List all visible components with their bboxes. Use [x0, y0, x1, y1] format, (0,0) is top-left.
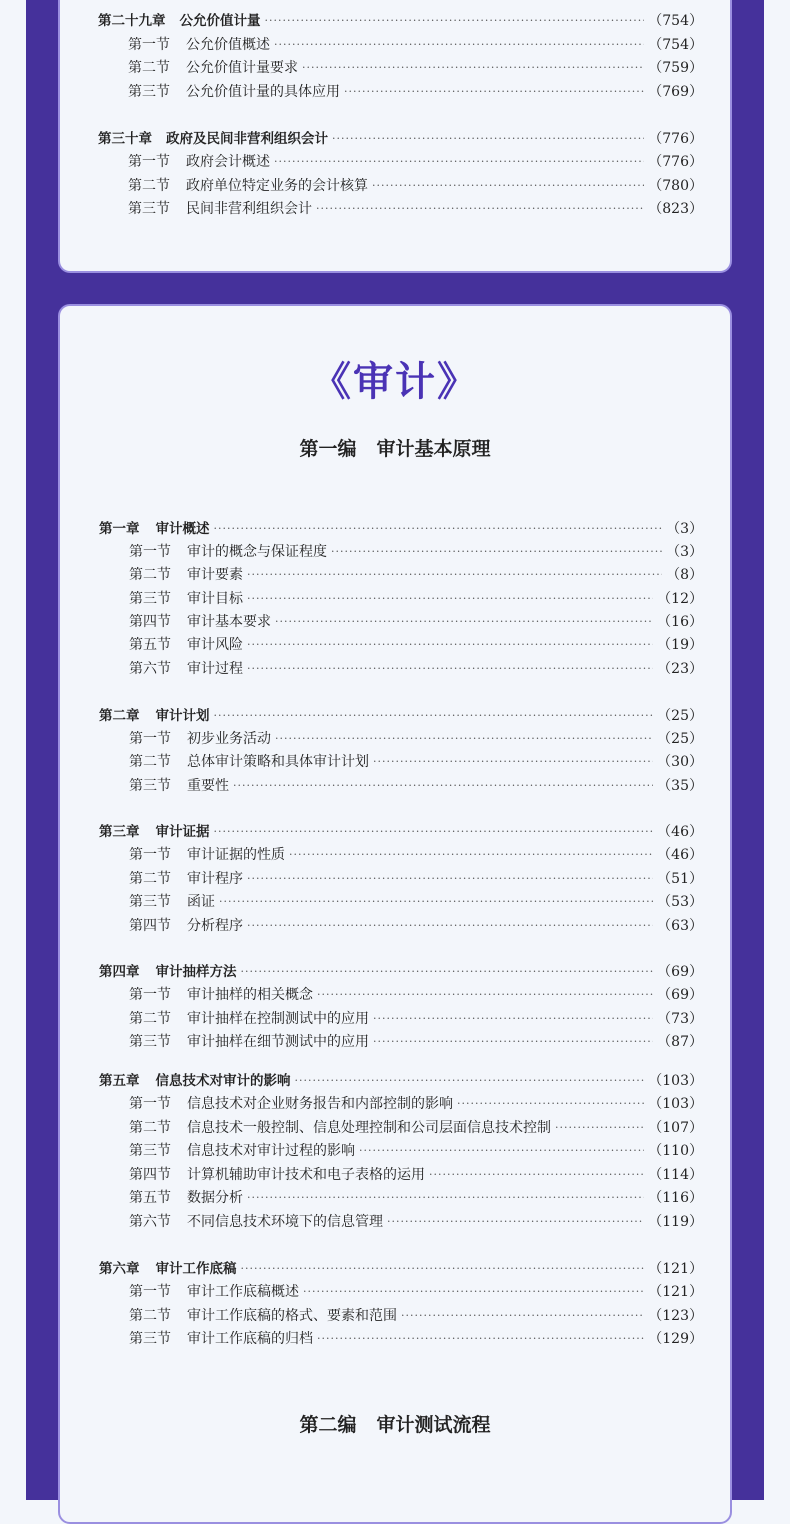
page-number: （776）: [648, 131, 703, 147]
section-title: 政府会计概述: [186, 154, 270, 170]
toc-section-row[interactable]: [129, 1188, 703, 1208]
toc-entry-label: [129, 565, 243, 585]
toc-entry-label: [129, 729, 271, 749]
leader-dots: [247, 916, 653, 936]
leader-dots: [247, 659, 653, 679]
section-title: 信息技术一般控制、信息处理控制和公司层面信息技术控制: [187, 1120, 551, 1136]
section-title: 信息技术对审计过程的影响: [187, 1143, 355, 1159]
section-number: 第四节: [129, 614, 171, 630]
leader-dots: [302, 58, 644, 78]
section-title: 数据分析: [187, 1190, 243, 1206]
section-title: 公允价值概述: [186, 37, 270, 53]
page-number: （116）: [648, 1190, 703, 1206]
section-title: 民间非营利组织会计: [186, 201, 312, 217]
section-title: 重要性: [187, 778, 229, 794]
section-number: 第一节: [128, 154, 170, 170]
section-title: 审计的概念与保证程度: [187, 544, 327, 560]
part-title-1: [0, 434, 790, 461]
page-number: （25）: [657, 731, 703, 747]
section-number: 第六节: [129, 661, 171, 677]
page-number: （759）: [648, 60, 703, 76]
toc-section-row[interactable]: [128, 199, 703, 219]
page-number: （3）: [666, 544, 703, 560]
toc-section-row[interactable]: [129, 1282, 703, 1302]
toc-chapter-row[interactable]: [99, 962, 703, 982]
section-title: 分析程序: [187, 918, 243, 934]
section-number: 第二节: [129, 1011, 171, 1027]
page-number: （30）: [657, 754, 703, 770]
section-title: 审计抽样在控制测试中的应用: [187, 1011, 369, 1027]
section-title: 审计基本要求: [187, 614, 271, 630]
section-title: 审计抽样在细节测试中的应用: [187, 1034, 369, 1050]
toc-entry-label: [129, 1094, 453, 1114]
toc-entry-label: [99, 962, 237, 982]
page-number: （46）: [657, 847, 703, 863]
chapter-number: 第四章: [99, 964, 140, 980]
leader-dots: [214, 706, 654, 726]
section-number: 第一节: [128, 37, 170, 53]
toc-chapter-row[interactable]: [99, 519, 703, 539]
toc-section-row[interactable]: [129, 1141, 703, 1161]
section-number: 第二节: [129, 754, 171, 770]
part-name: 审计基本原理: [376, 438, 491, 460]
page-number: （769）: [648, 84, 703, 100]
toc-entry-label: [98, 129, 328, 149]
section-number: 第三节: [128, 201, 170, 217]
section-title: 公允价值计量的具体应用: [186, 84, 340, 100]
toc-entry-label: [129, 776, 229, 796]
section-title: 审计工作底稿的归档: [187, 1331, 313, 1347]
chapter-title: 信息技术对审计的影响: [155, 1073, 291, 1089]
leader-dots: [373, 1009, 653, 1029]
chapter-number: 第五章: [99, 1073, 140, 1089]
page-number: （73）: [657, 1011, 703, 1027]
toc-section-row[interactable]: [128, 82, 703, 102]
toc-section-row[interactable]: [129, 776, 703, 796]
section-title: 审计抽样的相关概念: [187, 987, 313, 1003]
leader-dots: [247, 565, 662, 585]
page-number: （69）: [657, 964, 703, 980]
toc-entry-label: [98, 11, 261, 31]
chapter-number: 第二章: [99, 708, 140, 724]
chapter-title: 公允价值计量: [179, 13, 261, 29]
section-number: 第五节: [129, 1190, 171, 1206]
toc-entry-label: [129, 1306, 397, 1326]
page-number: （103）: [648, 1073, 703, 1089]
page-number: （121）: [648, 1261, 703, 1277]
section-title: 审计工作底稿的格式、要素和范围: [187, 1308, 397, 1324]
leader-dots: [331, 542, 662, 562]
toc-section-row[interactable]: [128, 176, 703, 196]
page-number: （776）: [648, 154, 703, 170]
toc-entry-label: [128, 176, 368, 196]
section-number: 第二节: [128, 178, 170, 194]
page-number: （114）: [648, 1167, 703, 1183]
leader-dots: [317, 1329, 644, 1349]
section-title: 审计过程: [187, 661, 243, 677]
page-number: （16）: [657, 614, 703, 630]
toc-section-row[interactable]: [129, 892, 703, 912]
leader-dots: [289, 845, 653, 865]
toc-entry-label: [129, 1032, 369, 1052]
page-number: （46）: [657, 824, 703, 840]
toc-chapter-row[interactable]: [99, 706, 703, 726]
toc-section-row[interactable]: [129, 1212, 703, 1232]
toc-entry-label: [129, 845, 285, 865]
section-number: 第三节: [129, 1034, 171, 1050]
page-number: （103）: [648, 1096, 703, 1112]
toc-entry-label: [128, 199, 312, 219]
section-title: 审计证据的性质: [187, 847, 285, 863]
leader-dots: [275, 729, 653, 749]
section-number: 第一节: [129, 987, 171, 1003]
toc-entry-label: [129, 916, 243, 936]
toc-entry-label: [129, 1141, 355, 1161]
toc-section-row[interactable]: [129, 1009, 703, 1029]
part-number: 第二编: [299, 1414, 357, 1436]
leader-dots: [429, 1165, 644, 1185]
section-title: 审计要素: [187, 567, 243, 583]
section-title: 初步业务活动: [187, 731, 271, 747]
toc-entry-label: [129, 869, 243, 889]
page-number: （121）: [648, 1284, 703, 1300]
leader-dots: [214, 519, 663, 539]
leader-dots: [555, 1118, 644, 1138]
toc-entry-label: [129, 659, 243, 679]
page-number: （12）: [657, 591, 703, 607]
section-title: 审计程序: [187, 871, 243, 887]
toc-entry-label: [99, 706, 210, 726]
chapter-title: 政府及民间非营利组织会计: [166, 131, 328, 147]
toc-section-row[interactable]: [129, 589, 703, 609]
leader-dots: [233, 776, 653, 796]
leader-dots: [359, 1141, 644, 1161]
leader-dots: [332, 129, 644, 149]
leader-dots: [317, 985, 653, 1005]
toc-entry-label: [99, 1071, 291, 1091]
toc-entry-label: [129, 542, 327, 562]
leader-dots: [303, 1282, 644, 1302]
toc-entry-label: [129, 1118, 551, 1138]
page-number: （110）: [648, 1143, 703, 1159]
leader-dots: [247, 635, 653, 655]
page-number: （51）: [657, 871, 703, 887]
toc-section-row[interactable]: [129, 729, 703, 749]
toc-section-row[interactable]: [129, 1306, 703, 1326]
toc-entry-label: [129, 1188, 243, 1208]
chapter-title: 审计证据: [155, 824, 210, 840]
section-title: 总体审计策略和具体审计计划: [187, 754, 369, 770]
page-number: （69）: [657, 987, 703, 1003]
page-number: （780）: [648, 178, 703, 194]
section-title: 计算机辅助审计技术和电子表格的运用: [187, 1167, 425, 1183]
leader-dots: [247, 1188, 644, 1208]
part-number: 第一编: [299, 438, 357, 460]
toc-entry-label: [128, 82, 340, 102]
page-number: （823）: [648, 201, 703, 217]
toc-section-row[interactable]: [129, 1094, 703, 1114]
toc-entry-label: [129, 612, 271, 632]
leader-dots: [372, 176, 644, 196]
chapter-number: 第三十章: [98, 131, 152, 147]
toc-section-row[interactable]: [129, 1165, 703, 1185]
page-number: （123）: [648, 1308, 703, 1324]
leader-dots: [247, 589, 653, 609]
chapter-number: 第六章: [99, 1261, 140, 1277]
leader-dots: [274, 152, 644, 172]
toc-section-row[interactable]: [129, 845, 703, 865]
toc-entry-label: [128, 58, 298, 78]
section-number: 第一节: [129, 847, 171, 863]
section-number: 第一节: [129, 731, 171, 747]
section-number: 第二节: [129, 1308, 171, 1324]
section-number: 第二节: [129, 871, 171, 887]
section-number: 第三节: [129, 1331, 171, 1347]
toc-entry-label: [99, 822, 210, 842]
page-number: （63）: [657, 918, 703, 934]
leader-dots: [241, 1259, 645, 1279]
toc-entry-label: [129, 1212, 383, 1232]
section-number: 第四节: [129, 918, 171, 934]
section-title: 审计工作底稿概述: [187, 1284, 299, 1300]
page-number: （23）: [657, 661, 703, 677]
section-title: 函证: [187, 894, 215, 910]
section-title: 信息技术对企业财务报告和内部控制的影响: [187, 1096, 453, 1112]
toc-chapter-row[interactable]: [98, 129, 703, 149]
book-title: 《审计》: [311, 359, 479, 405]
toc-chapter-row[interactable]: [99, 1071, 703, 1091]
chapter-title: 审计抽样方法: [155, 964, 237, 980]
toc-section-row[interactable]: [129, 752, 703, 772]
chapter-number: 第一章: [99, 521, 140, 537]
section-title: 政府单位特定业务的会计核算: [186, 178, 368, 194]
toc-section-row[interactable]: [129, 1118, 703, 1138]
section-title: 不同信息技术环境下的信息管理: [187, 1214, 383, 1230]
page-number: （119）: [648, 1214, 703, 1230]
page-number: （35）: [657, 778, 703, 794]
chapter-title: 审计工作底稿: [155, 1261, 237, 1277]
toc-entry-label: [129, 589, 243, 609]
leader-dots: [457, 1094, 644, 1114]
toc-section-row[interactable]: [129, 1329, 703, 1349]
toc-section-row[interactable]: [129, 916, 703, 936]
toc-entry-label: [99, 1259, 237, 1279]
leader-dots: [387, 1212, 644, 1232]
leader-dots: [214, 822, 654, 842]
section-number: 第三节: [128, 84, 170, 100]
section-number: 第三节: [129, 778, 171, 794]
section-number: 第六节: [129, 1214, 171, 1230]
page-number: （754）: [648, 13, 703, 29]
section-number: 第一节: [129, 1284, 171, 1300]
leader-dots: [316, 199, 644, 219]
chapter-title: 审计概述: [155, 521, 210, 537]
leader-dots: [247, 869, 653, 889]
toc-entry-label: [129, 892, 215, 912]
toc-section-row[interactable]: [128, 58, 703, 78]
page-number: （87）: [657, 1034, 703, 1050]
toc-section-row[interactable]: [128, 152, 703, 172]
leader-dots: [219, 892, 653, 912]
leader-dots: [401, 1306, 644, 1326]
section-number: 第五节: [129, 637, 171, 653]
leader-dots: [274, 35, 644, 55]
toc-section-row[interactable]: [129, 635, 703, 655]
toc-section-row[interactable]: [129, 612, 703, 632]
toc-entry-label: [128, 35, 270, 55]
chapter-title: 审计计划: [155, 708, 210, 724]
toc-chapter-row[interactable]: [99, 1259, 703, 1279]
toc-entry-label: [129, 752, 369, 772]
page-number: （129）: [648, 1331, 703, 1347]
leader-dots: [373, 1032, 653, 1052]
page-number: （8）: [666, 567, 703, 583]
toc-chapter-row[interactable]: [98, 11, 703, 31]
toc-entry-label: [129, 1329, 313, 1349]
leader-dots: [295, 1071, 645, 1091]
page-number: （19）: [657, 637, 703, 653]
toc-section-row[interactable]: [129, 985, 703, 1005]
section-number: 第三节: [129, 894, 171, 910]
section-number: 第四节: [129, 1167, 171, 1183]
section-number: 第一节: [129, 544, 171, 560]
page-number: （754）: [648, 37, 703, 53]
toc-entry-label: [129, 1009, 369, 1029]
leader-dots: [344, 82, 644, 102]
section-title: 公允价值计量要求: [186, 60, 298, 76]
toc-entry-label: [99, 519, 210, 539]
chapter-number: 第二十九章: [98, 13, 166, 29]
part-title-2: [0, 1410, 790, 1437]
section-number: 第三节: [129, 591, 171, 607]
toc-entry-label: [129, 635, 243, 655]
toc-entry-label: [128, 152, 270, 172]
leader-dots: [373, 752, 653, 772]
part-name: 审计测试流程: [376, 1414, 491, 1436]
page-number: （3）: [666, 521, 703, 537]
section-title: 审计风险: [187, 637, 243, 653]
toc-entry-label: [129, 985, 313, 1005]
section-number: 第二节: [129, 1120, 171, 1136]
page-number: （25）: [657, 708, 703, 724]
toc-section-row[interactable]: [129, 659, 703, 679]
chapter-number: 第三章: [99, 824, 140, 840]
section-title: 审计目标: [187, 591, 243, 607]
leader-dots: [275, 612, 653, 632]
toc-section-row[interactable]: [129, 565, 703, 585]
section-number: 第二节: [128, 60, 170, 76]
page-number: （53）: [657, 894, 703, 910]
toc-section-row[interactable]: [128, 35, 703, 55]
toc-section-row[interactable]: [129, 1032, 703, 1052]
toc-entry-label: [129, 1282, 299, 1302]
toc-section-row[interactable]: [129, 869, 703, 889]
leader-dots: [241, 962, 654, 982]
toc-section-row[interactable]: [129, 542, 703, 562]
page-number: （107）: [648, 1120, 703, 1136]
section-number: 第三节: [129, 1143, 171, 1159]
toc-entry-label: [129, 1165, 425, 1185]
leader-dots: [265, 11, 645, 31]
section-number: 第一节: [129, 1096, 171, 1112]
section-number: 第二节: [129, 567, 171, 583]
toc-chapter-row[interactable]: [99, 822, 703, 842]
